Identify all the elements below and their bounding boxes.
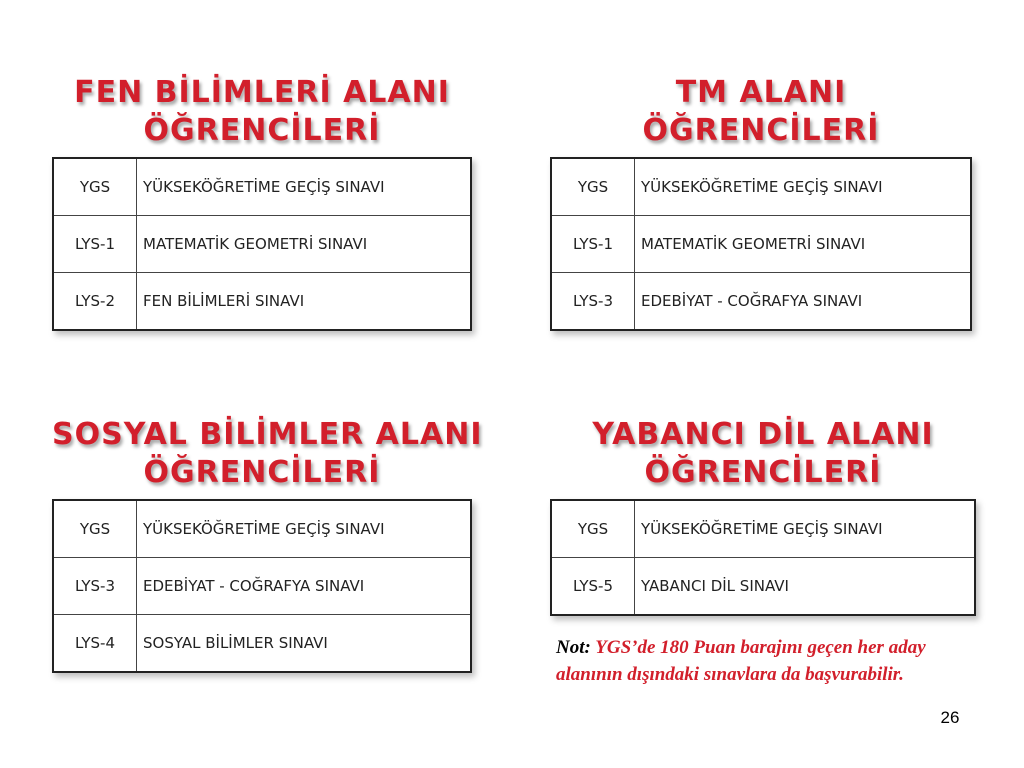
table-row [551, 558, 975, 616]
section-title-line2: ÖĞRENCİLERİ [642, 113, 880, 148]
section-title-yabanci-dil [550, 416, 976, 492]
table-row [53, 216, 471, 273]
exam-table-yabanci-dil [550, 499, 976, 616]
exam-code: LYS-2 [53, 273, 137, 331]
exam-code: LYS-3 [53, 558, 137, 615]
exam-table-tm [550, 157, 972, 331]
exam-name: YÜKSEKÖĞRETİME GEÇİŞ SINAVI [635, 500, 976, 558]
note-label: Not: [556, 637, 591, 658]
section-title-line1: SOSYAL BİLİMLER ALANI [52, 417, 483, 452]
exam-name: FEN BİLİMLERİ SINAVI [137, 273, 472, 331]
exam-code: YGS [53, 158, 137, 216]
exam-code: LYS-4 [53, 615, 137, 673]
exam-table-fen [52, 157, 472, 331]
exam-name: EDEBİYAT - COĞRAFYA SINAVI [137, 558, 472, 615]
table-row [551, 500, 975, 558]
table-row [551, 158, 971, 216]
section-title-line1: YABANCI DİL ALANI [592, 417, 934, 452]
exam-code: LYS-1 [53, 216, 137, 273]
table-row [53, 158, 471, 216]
exam-code: LYS-1 [551, 216, 635, 273]
table-row [53, 558, 471, 615]
exam-code: YGS [53, 500, 137, 558]
table-row [53, 273, 471, 331]
exam-code: YGS [551, 158, 635, 216]
section-title-fen [52, 74, 472, 150]
page-number: 26 [940, 708, 960, 727]
section-title-line2: ÖĞRENCİLERİ [644, 455, 882, 490]
section-title-line2: ÖĞRENCİLERİ [143, 455, 381, 490]
table-row [551, 273, 971, 331]
table-row [551, 216, 971, 273]
section-title-tm [550, 74, 972, 150]
exam-table-sosyal [52, 499, 472, 673]
exam-name: YÜKSEKÖĞRETİME GEÇİŞ SINAVI [635, 158, 972, 216]
section-title-line2: ÖĞRENCİLERİ [143, 113, 381, 148]
table-row [53, 500, 471, 558]
exam-name: SOSYAL BİLİMLER SINAVI [137, 615, 472, 673]
section-title-sosyal [52, 416, 483, 492]
exam-name: YÜKSEKÖĞRETİME GEÇİŞ SINAVI [137, 158, 472, 216]
exam-name: YABANCI DİL SINAVI [635, 558, 976, 616]
exam-code: YGS [551, 500, 635, 558]
note [556, 634, 976, 688]
exam-code: LYS-3 [551, 273, 635, 331]
exam-name: YÜKSEKÖĞRETİME GEÇİŞ SINAVI [137, 500, 472, 558]
section-title-line1: FEN BİLİMLERİ ALANI [74, 75, 450, 110]
note-text: YGS’de 180 Puan barajını geçen her aday alanının dışındaki sınavlara da başvurabilir. [556, 637, 926, 685]
exam-name: MATEMATİK GEOMETRİ SINAVI [137, 216, 472, 273]
section-title-line1: TM ALANI [675, 75, 847, 110]
exam-code: LYS-5 [551, 558, 635, 616]
exam-name: EDEBİYAT - COĞRAFYA SINAVI [635, 273, 972, 331]
table-row [53, 615, 471, 673]
exam-name: MATEMATİK GEOMETRİ SINAVI [635, 216, 972, 273]
